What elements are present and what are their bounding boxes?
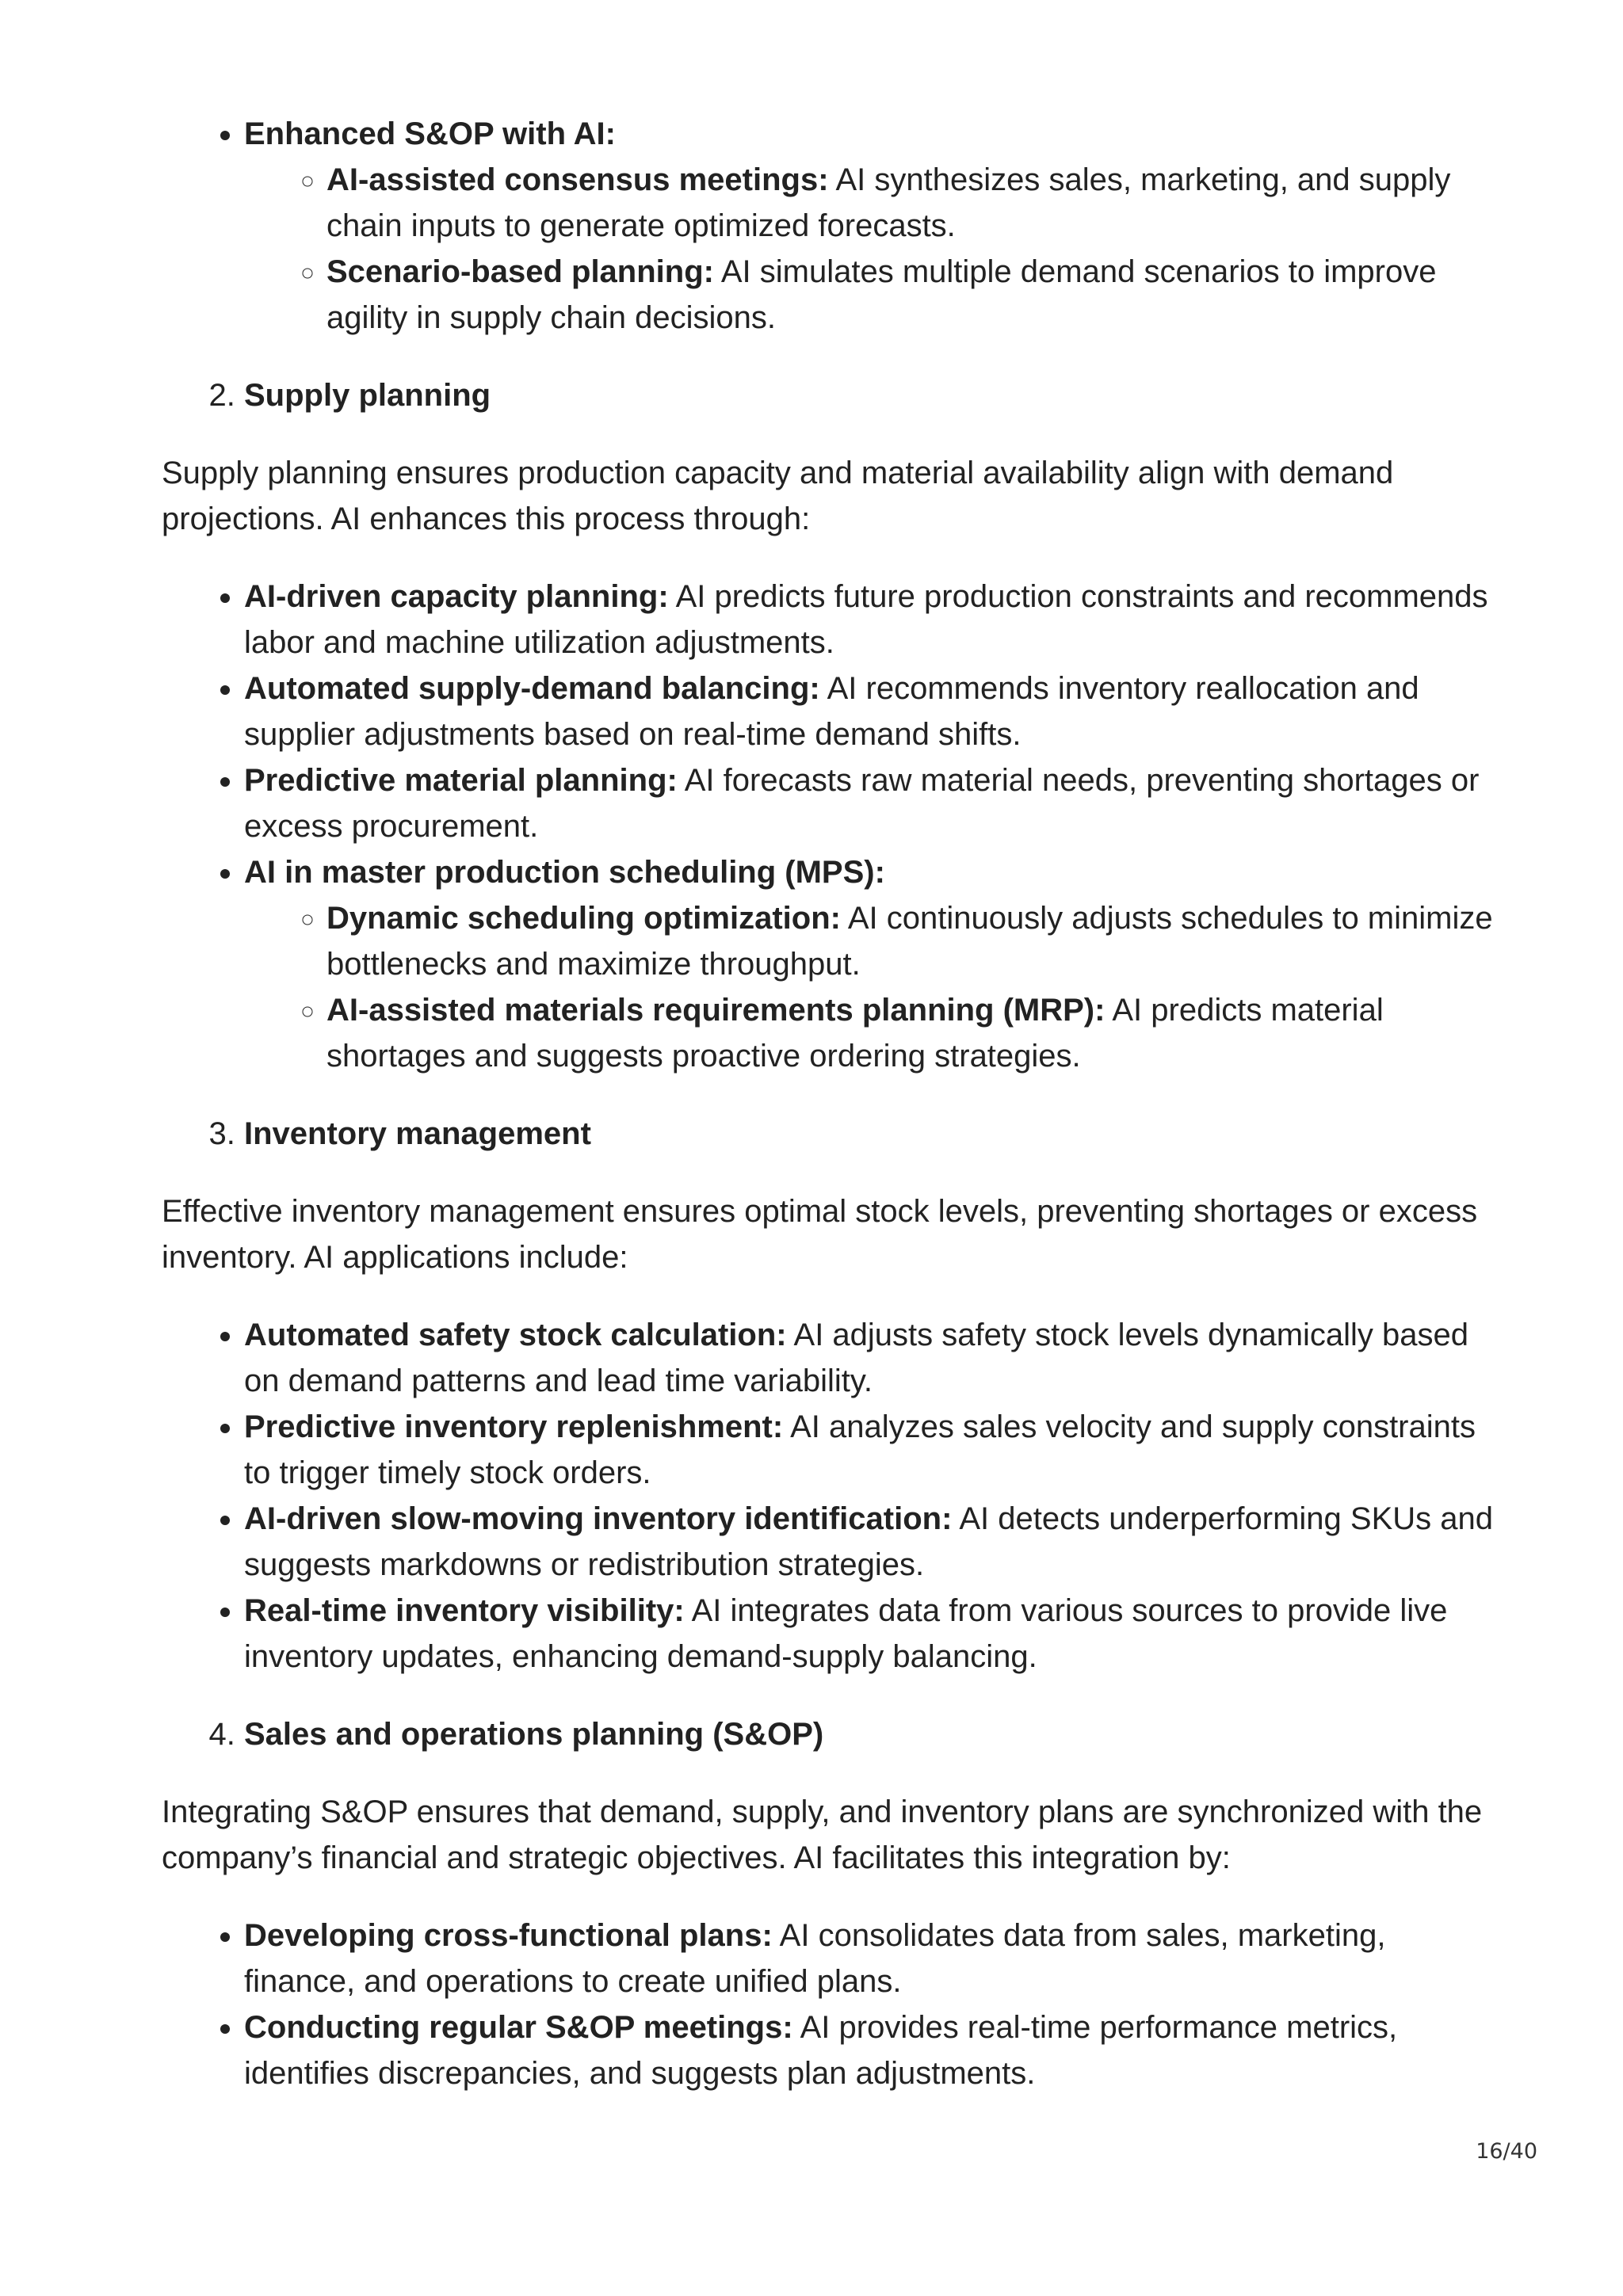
item-title: AI-driven capacity planning:	[244, 579, 669, 614]
item-title: Dynamic scheduling optimization:	[327, 901, 841, 936]
item-title: Enhanced S&OP with AI:	[244, 116, 616, 151]
list-item	[244, 1312, 1493, 1404]
section-title: Sales and operations planning (S&OP)	[244, 1717, 824, 1752]
section-heading	[244, 372, 1493, 418]
item-text: AI predicts material shortages and suggests proactive ordering strategies.	[327, 993, 1384, 1074]
item-text: AI detects underperforming SKUs and suggests markdowns or redistribution strategies.	[244, 1501, 1494, 1582]
item-text: AI adjusts safety stock levels dynamically based on demand patterns and lead time variability.	[244, 1318, 1469, 1398]
item-text: AI recommends inventory reallocation and supplier adjustments based on real-time demand shifts.	[244, 671, 1419, 752]
list-item	[244, 2004, 1493, 2096]
list-item	[244, 1913, 1493, 2004]
item-title: Automated supply-demand balancing:	[244, 671, 820, 706]
section-heading-sop	[162, 1711, 1493, 1757]
item-text: AI predicts future production constraints and recommends labor and machine utilization adjustments.	[244, 579, 1488, 660]
item-text: AI continuously adjusts schedules to minimize bottlenecks and maximize throughput.	[327, 901, 1493, 982]
item-title: Scenario-based planning:	[327, 254, 714, 289]
item-title: Conducting regular S&OP meetings:	[244, 2010, 793, 2045]
item-text: AI consolidates data from sales, marketing, finance, and operations to create unified plans.	[244, 1918, 1386, 1999]
list-item	[244, 1404, 1493, 1496]
section-intro: Effective inventory management ensures optimal stock levels, preventing shortages or excess inventory. AI applications include:	[162, 1194, 1478, 1275]
page-content	[162, 111, 1493, 2096]
section-intro: Integrating S&OP ensures that demand, supply, and inventory plans are synchronized with the company’s financial and strategic objectives. AI facilitates this integration by:	[162, 1794, 1483, 1875]
page-number: 16/40	[1476, 2139, 1537, 2164]
section-heading	[244, 1711, 1493, 1757]
list-item	[244, 1588, 1493, 1680]
item-text: AI provides real-time performance metrics, identifies discrepancies, and suggests plan adjustments.	[244, 2010, 1398, 2091]
list-item	[244, 111, 1493, 341]
list-item	[244, 1496, 1493, 1588]
section-title: Inventory management	[244, 1116, 591, 1151]
item-title: Predictive inventory replenishment:	[244, 1409, 784, 1444]
item-text: AI integrates data from various sources to provide live inventory updates, enhancing demand-supply balancing.	[244, 1593, 1448, 1674]
section-heading-inventory-management	[162, 1111, 1493, 1157]
item-title: AI-driven slow-moving inventory identification:	[244, 1501, 953, 1536]
enhanced-sop-list	[162, 111, 1493, 341]
section-title: Supply planning	[244, 378, 491, 413]
list-item	[244, 849, 1493, 1079]
list-item	[244, 574, 1493, 666]
sop-list	[162, 1913, 1493, 2096]
item-title: Predictive material planning:	[244, 763, 678, 798]
item-title: AI in master production scheduling (MPS):	[244, 855, 885, 890]
sub-list	[244, 895, 1493, 1079]
sub-list-item	[327, 987, 1493, 1079]
section-heading	[244, 1111, 1493, 1157]
item-title: AI-assisted consensus meetings:	[327, 162, 829, 197]
item-text: AI simulates multiple demand scenarios to improve agility in supply chain decisions.	[327, 254, 1437, 335]
sub-list-item	[327, 895, 1493, 987]
list-item	[244, 757, 1493, 849]
supply-planning-list	[162, 574, 1493, 1079]
item-title: Developing cross-functional plans:	[244, 1918, 773, 1953]
item-text: AI analyzes sales velocity and supply constraints to trigger timely stock orders.	[244, 1409, 1476, 1490]
section-heading-supply-planning	[162, 372, 1493, 418]
sub-list-item	[327, 249, 1493, 341]
list-item	[244, 666, 1493, 757]
item-title: Real-time inventory visibility:	[244, 1593, 685, 1628]
sub-list	[244, 157, 1493, 341]
item-title: AI-assisted materials requirements planning (MRP):	[327, 993, 1106, 1028]
item-text: AI synthesizes sales, marketing, and supply chain inputs to generate optimized forecasts.	[327, 162, 1451, 243]
item-text: AI forecasts raw material needs, preventing shortages or excess procurement.	[244, 763, 1480, 844]
sub-list-item	[327, 157, 1493, 249]
item-title: Automated safety stock calculation:	[244, 1318, 787, 1352]
inventory-management-list	[162, 1312, 1493, 1680]
section-intro: Supply planning ensures production capacity and material availability align with demand projections. AI enhances this process through:	[162, 456, 1394, 536]
